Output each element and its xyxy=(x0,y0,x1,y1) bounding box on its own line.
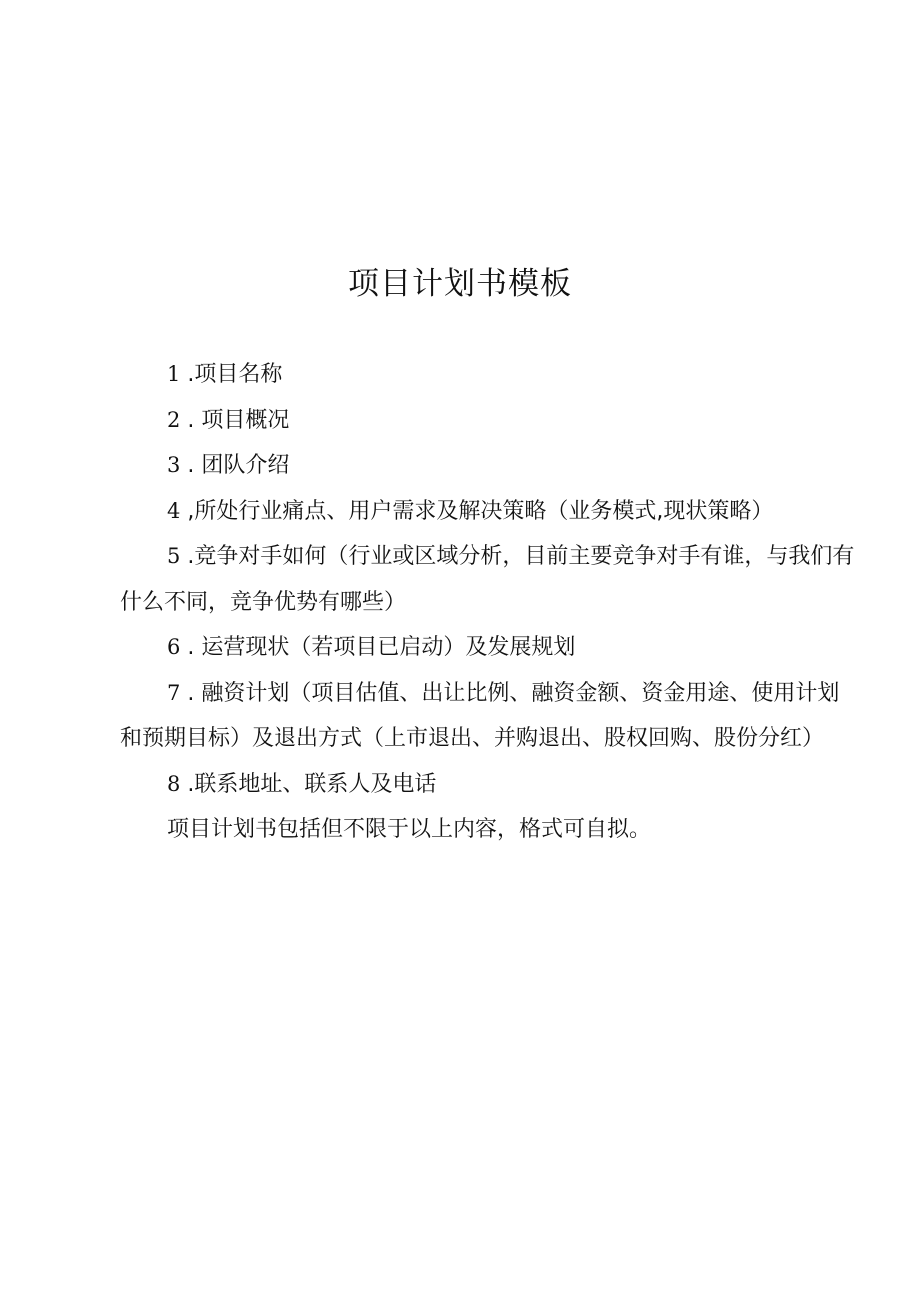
list-item-text: ,所处行业痛点、用户需求及解决策略（业务模式,现状策略） xyxy=(180,498,774,524)
list-item-text: . 团队介绍 xyxy=(180,453,290,478)
list-item-1 xyxy=(120,352,855,398)
list-item-text: .联系地址、联系人及电话 xyxy=(180,771,437,797)
list-item-number: 3 xyxy=(167,453,181,477)
list-item-number: 6 xyxy=(167,635,181,659)
list-item-7 xyxy=(120,671,855,762)
closing-note: 项目计划书包括但不限于以上内容，格式可自拟。 xyxy=(167,817,652,842)
list-item-number: 8 xyxy=(167,771,181,796)
list-item-6 xyxy=(120,625,855,671)
list-item-4 xyxy=(120,489,855,535)
list-item-8 xyxy=(120,762,855,808)
document-title: 项目计划书模板 xyxy=(348,266,572,302)
list-item-text: .竞争对手如何（行业或区域分析，目前主要竞争对手有谁，与我们有什么不同，竞争优势有哪些） xyxy=(120,544,855,615)
list-item-text: . 运营现状（若项目已启动）及发展规划 xyxy=(180,635,576,660)
list-item-2 xyxy=(120,398,855,444)
list-item-number: 4 xyxy=(167,498,181,523)
list-item-number: 2 xyxy=(167,407,181,432)
list-item-text: . 项目概况 xyxy=(180,407,290,433)
list-item-3 xyxy=(120,443,855,489)
list-item-number: 7 xyxy=(167,680,181,705)
list-item-number: 5 xyxy=(167,544,181,568)
list-item-5 xyxy=(120,534,855,625)
list-item-number: 1 xyxy=(167,362,181,386)
list-item-text: .项目名称 xyxy=(180,362,283,387)
document-body xyxy=(120,352,855,853)
list-item-text: . 融资计划（项目估值、出让比例、融资金额、资金用途、使用计划和预期目标）及退出方式（上市退出、并购退出、股权回购、股份分红） xyxy=(120,680,840,751)
